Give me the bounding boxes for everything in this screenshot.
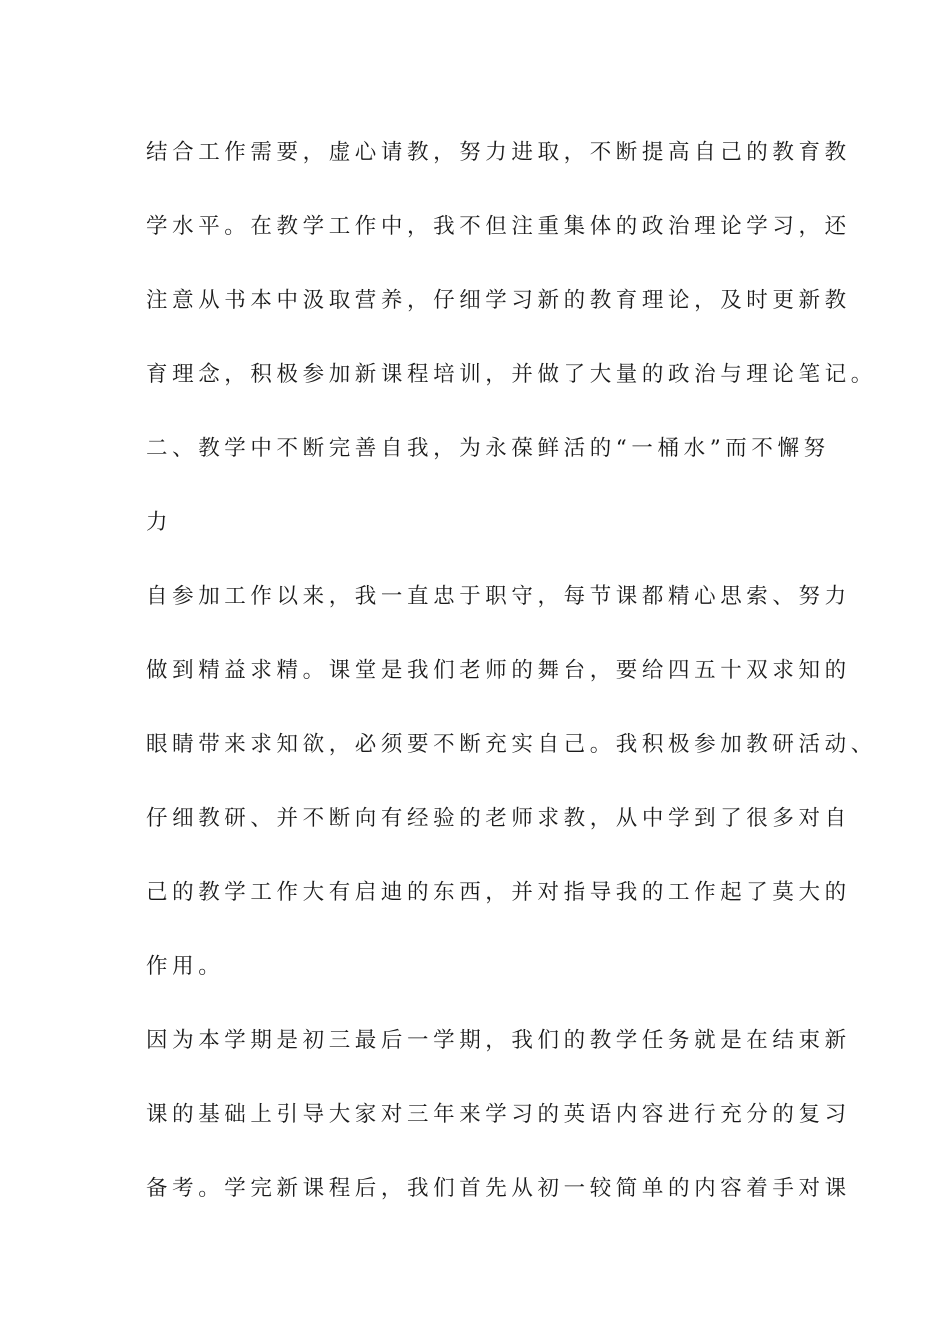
text-line: 注意从书本中汲取营养，仔细学习新的教育理论，及时更新教: [146, 288, 851, 313]
text-line: 自参加工作以来，我一直忠于职守，每节课都精心思索、努力: [146, 584, 851, 609]
text-line: 眼睛带来求知欲，必须要不断充实自己。我积极参加教研活动、: [146, 732, 877, 757]
text-line: 因为本学期是初三最后一学期，我们的教学任务就是在结束新: [146, 1028, 851, 1053]
text-line: 课的基础上引导大家对三年来学习的英语内容进行充分的复习: [146, 1102, 851, 1127]
section-heading-line: 二、教学中不断完善自我，为永葆鲜活的“一桶水”而不懈努: [146, 436, 830, 461]
body-text: [146, 132, 877, 1242]
text-line: 作用。: [146, 954, 225, 979]
text-line: 备考。学完新课程后，我们首先从初一较简单的内容着手对课: [146, 1176, 851, 1201]
text-line: 育理念，积极参加新课程培训，并做了大量的政治与理论笔记。: [146, 362, 877, 387]
text-line: 做到精益求精。课堂是我们老师的舞台，要给四五十双求知的: [146, 658, 851, 683]
text-line: 结合工作需要，虚心请教，努力进取，不断提高自己的教育教: [146, 140, 851, 165]
text-line: 仔细教研、并不断向有经验的老师求教，从中学到了很多对自: [146, 806, 851, 831]
text-line: 己的教学工作大有启迪的东西，并对指导我的工作起了莫大的: [146, 880, 851, 905]
text-line: 学水平。在教学工作中，我不但注重集体的政治理论学习，还: [146, 214, 851, 239]
section-heading-line: 力: [146, 510, 173, 535]
